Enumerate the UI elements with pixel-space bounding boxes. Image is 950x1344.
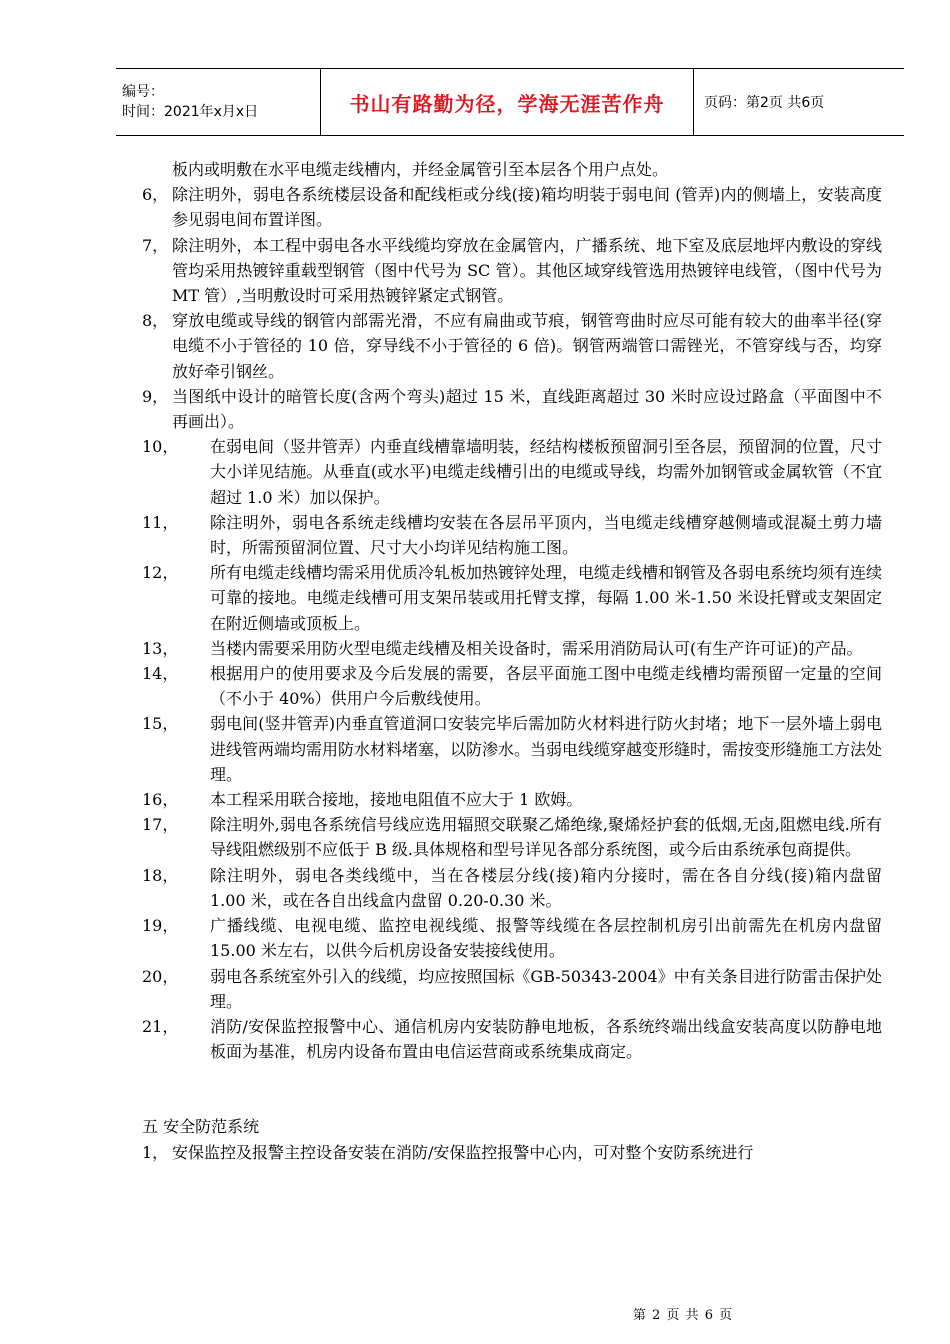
list-item-text: 除注明外，本工程中弱电各水平线缆均穿放在金属管内，广播系统、地下室及底层地坪内敷设的穿线管均采用热镀锌重载型钢管（图中代号为 SC 管）。其他区域穿线管选用热镀锌电线管，（图中代号为 MT 管）,当明敷设时可采用热镀锌紧定式钢管。 (172, 235, 882, 306)
doc-number-label: 编号： (122, 84, 164, 100)
list-item-text: 穿放电缆或导线的钢管内部需光滑，不应有扁曲或节痕，钢管弯曲时应尽可能有较大的曲率半径(穿电缆不小于管径的 10 倍，穿导线不小于管径的 6 倍)。钢管两端管口需锉光，不管穿线与否，均穿放好牵引钢丝。 (172, 311, 882, 381)
section-spacer (142, 1064, 882, 1114)
header-motto: 书山有路勤为径，学海无涯苦作舟 (320, 69, 694, 135)
list-item-number: 17， (142, 815, 179, 835)
list-item (142, 711, 882, 787)
list-item (142, 233, 882, 309)
section-heading: 五 安全防范系统 (142, 1117, 260, 1137)
list-item-text: 除注明外，弱电各系统楼层设备和配线柜或分线(接)箱均明装于弱电间 (管弄)内的侧墙上，安装高度参见弱电间布置详图。 (172, 185, 882, 230)
list-item (142, 510, 882, 560)
page-header (116, 68, 904, 136)
list-item (142, 560, 882, 636)
doc-time-label: 时间：2021年x月x日 (122, 104, 259, 120)
list-item (142, 863, 882, 913)
list-item-text: 除注明外，弱电各系统走线槽均安装在各层吊平顶内，当电缆走线槽穿越侧墙或混凝土剪力墙时，所需预留洞位置、尺寸大小均详见结构施工图。 (210, 512, 882, 558)
list-item-number: 9， (142, 386, 169, 406)
list-item-text: 所有电缆走线槽均需采用优质冷轧板加热镀锌处理，电缆走线槽和钢管及各弱电系统均须有连续可靠的接地。电缆走线槽可用支架吊装或用托臂支撑，每隔 1.00 米-1.50 米设托臂或支架固定在附近侧墙或顶板上。 (210, 563, 883, 633)
page-footer (0, 1304, 950, 1323)
list-item-number: 11， (142, 512, 179, 532)
list-item-text: 本工程采用联合接地，接地电阻值不应大于 1 欧姆。 (210, 790, 583, 810)
list-item-number: 13， (142, 638, 179, 658)
continuation-paragraph: 板内或明敷在水平电缆走线槽内，并经金属管引至本层各个用户点处。 (172, 160, 669, 179)
list-item (142, 434, 882, 510)
list-item-text: 根据用户的使用要求及今后发展的需要，各层平面施工图中电缆走线槽均需预留一定量的空间（不小于 40%）供用户今后敷线使用。 (210, 664, 882, 709)
header-page-label: 页码：第2页 共6页 (704, 95, 825, 111)
list-item-number: 15， (142, 714, 179, 734)
list-item (142, 661, 882, 711)
list-item (142, 308, 882, 384)
list-item-number: 1， (142, 1142, 169, 1162)
list-item-number: 10， (142, 437, 179, 457)
list-item (142, 636, 882, 661)
list-item-text: 在弱电间（竖井管弄）内垂直线槽靠墙明装，经结构楼板预留洞引至各层，预留洞的位置，尺寸大小详见结施。从垂直(或水平)电缆走线槽引出的电缆或导线，均需外加钢管或金属软管（不宜超过 1.0 米）加以保护。 (210, 437, 883, 507)
list-item-number: 18， (142, 865, 179, 885)
list-item (142, 812, 882, 862)
list-item (142, 964, 882, 1014)
list-item (142, 182, 882, 232)
list-item-text: 弱电间(竖井管弄)内垂直管道洞口安装完毕后需加防火材料进行防火封堵；地下一层外墙上弱电进线管两端均需用防水材料堵塞，以防渗水。当弱电线缆穿越变形缝时，需按变形缝施工方法处理。 (210, 714, 883, 784)
list-item-number: 6， (142, 185, 169, 205)
list-item-number: 7， (142, 235, 169, 255)
header-meta (116, 69, 320, 135)
list-item-text: 弱电各系统室外引入的线缆，均应按照国标《GB-50343-2004》中有关条目进行防雷击保护处理。 (210, 966, 882, 1011)
list-item-text: 安保监控及报警主控设备安装在消防/安保监控报警中心内，可对整个安防系统进行 (172, 1142, 754, 1162)
list-item (142, 1140, 882, 1165)
list-item-number: 12， (142, 563, 179, 583)
list-item-number: 20， (142, 966, 179, 986)
list-item-number: 21， (142, 1016, 179, 1036)
list-item-text: 除注明外，弱电各类线缆中，当在各楼层分线(接)箱内分接时，需在各自分线(接)箱内盘留 1.00 米，或在各自出线盒内盘留 0.20-0.30 米。 (210, 865, 882, 910)
list-item-text: 当楼内需要采用防火型电缆走线槽及相关设备时，需采用消防局认可(有生产许可证)的产品。 (210, 638, 863, 658)
list-item-text: 消防/安保监控报警中心、通信机房内安装防静电地板，各系统终端出线盒安装高度以防静电地板面为基准，机房内设备布置由电信运营商或系统集成商定。 (210, 1016, 882, 1062)
list-item-text: 广播线缆、电视电缆、监控电视线缆、报警等线缆在各层控制机房引出前需先在机房内盘留 15.00 米左右，以供今后机房设备安装接线使用。 (210, 916, 882, 961)
list-item-text: 当图纸中设计的暗管长度(含两个弯头)超过 15 米，直线距离超过 30 米时应设过路盒（平面图中不再画出）。 (172, 386, 882, 432)
list-item-number: 8， (142, 311, 169, 331)
list-item (142, 384, 882, 434)
document-body (142, 157, 882, 1165)
list-item (142, 787, 882, 812)
numbered-list (142, 182, 882, 1064)
list-item (142, 913, 882, 963)
list-item-number: 14， (142, 664, 179, 684)
list-item-number: 16， (142, 790, 179, 810)
list-item (142, 1014, 882, 1064)
list-item-text: 除注明外,弱电各系统信号线应选用辐照交联聚乙烯绝缘,聚烯烃护套的低烟,无卤,阻燃电线.所有导线阻燃级别不应低于 B 级.具体规格和型号详见各部分系统图，或今后由系统承包商提供。 (210, 815, 882, 860)
list-item-number: 19， (142, 916, 179, 936)
footer-page-number: 第 2 页 共 6 页 (632, 1308, 734, 1323)
